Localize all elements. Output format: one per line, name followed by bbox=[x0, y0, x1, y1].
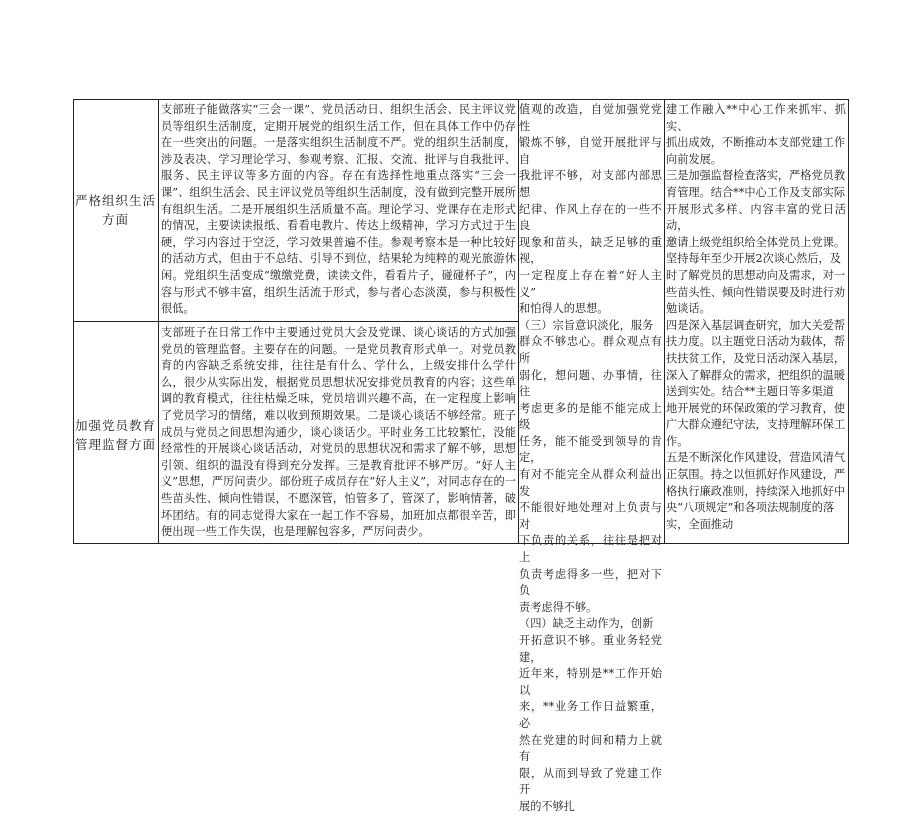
measure-line: 送到实处。结合**主题日等多渠道 bbox=[666, 385, 834, 399]
table-border-top bbox=[73, 99, 849, 100]
row1-description bbox=[161, 102, 516, 318]
measure-line: 些苗头性、倾向性错误要及时进行劝 bbox=[666, 285, 846, 299]
table-divider-3 bbox=[664, 99, 665, 544]
row-divider bbox=[73, 321, 519, 322]
row1-paragraph: 支部班子能做落实“三会一课”、党员活动日、组织生活会、民主评议党员等组织生活制度，定期开展党的组织生活工作，但在具体工作中仍存在一些突出的问题。一是落实组织生活制度不严。党的组织生活制度，涉及表决、学习理论学习、参观考察、汇报、交流、批评与自我批评、服务、民主评议等多方面的内容。存在有选择性地重点落实“三会一课”、组织生活会、民主评议党员等组织生活制度，没有做到完整开展所有组织生活。二是开展组织生活质量不高。理论学习、党课存在走形式的情况，主要读读报纸、看看电教片、传达上级精神，学习方式过于生硬，学习内容过于空泛，学习效果普遍不佳。参观考察本是一种比较好的活动方式，但由于不总结、引导不到位，结果轮为纯粹的观光旅游休闲。党组织生活变成“缴缴党费，读读文件，看看片子，碰碰杯子”，内容与形式不够丰富，组织生活流于形式，参与者心态淡漠，参与积极性很低。 bbox=[161, 103, 516, 316]
measures-column bbox=[666, 102, 846, 542]
row2-paragraph: 支部班子在日常工作中主要通过党员大会及党课、谈心谈话的方式加强党员的管理监督。主要存在的问题。一是党员教育形式单一。对党员教育的内容缺乏系统安排，往往是有什么、学什么，上级安排什么学什么，很少从实际出发，根据党员思想状况安排党员教育的内容；这些单调的教育模式，往往枯燥乏味，党员培训兴趣不高，在一定程度上影响了党员学习的情绪，难以收到预期效果。二是谈心谈话不够经常。班子成员与党员之间思想沟通少，谈心谈话少。平时业务工比较繁忙，没能经常性的开展谈心谈话活动，对党员的思想状况和需求了解不够，思想引领、组织的温没有得到充分发挥。三是教育批评不够严厉。“好人主义”思想，严厉问责少。部份班子成员存在“好人主义”，对同志存在的一些苗头性、倾向性错误，不愿深管，怕管多了，管深了，影响情著，破坏团结。有的同志觉得大家在一起工作不容易，加班加点都很辛苦，即便出现一些工作失误，也是理解包容多，严厉问责少。 bbox=[161, 326, 516, 539]
cause-line: 限，从而到导致了党建工作开 bbox=[519, 766, 662, 797]
measure-line: 勉谈话。 bbox=[666, 302, 711, 316]
issues-table bbox=[73, 99, 849, 813]
cause-line: 锻炼不够，自觉开展批评与自 bbox=[519, 136, 662, 166]
cause-line: 群众不够忠心。群众观点有所 bbox=[519, 335, 662, 365]
measure-line: 四是深入基层调查研究，加大关爱帮 bbox=[666, 318, 846, 332]
measure-line: 建工作融入**中心工作来抓牢、抓实、 bbox=[666, 103, 846, 133]
measure-line: 作。 bbox=[666, 434, 689, 448]
cause-line: 考虑更多的是能不能完成上级 bbox=[519, 401, 662, 432]
cause-line: 值观的改造，自觉加强党党性 bbox=[519, 103, 662, 133]
measure-line: 实，全面推动 bbox=[666, 517, 734, 531]
measure-line: 坚持每年至少开展2次谈心然后，及 bbox=[666, 252, 841, 266]
cause-line: 负责考虑得多一些，把对下负 bbox=[519, 567, 662, 598]
table-border-bottom bbox=[73, 543, 849, 544]
measure-line: 时了解党员的思想动向及需求，对一 bbox=[666, 268, 846, 282]
cause-line: 来，**业务工作日益繁重，必 bbox=[519, 700, 662, 730]
measure-line: 开展形式多样、内容丰富的党日活动， bbox=[666, 202, 846, 233]
cause-line: 不能很好地处理对上负责与对 bbox=[519, 501, 662, 531]
measure-line: 向前发展。 bbox=[666, 152, 722, 166]
cause-analysis-column bbox=[519, 102, 662, 813]
cause-line: 责考虑得不够。 bbox=[519, 600, 598, 614]
measure-line: 抓出成效，不断推动本支部党建工作 bbox=[666, 136, 846, 150]
cause-line: 近年来，特别是**工作开始以 bbox=[519, 667, 662, 697]
measure-line: 深入了解群众的需求，把组织的温暖 bbox=[666, 368, 846, 382]
measure-line: 广大群众遵纪守法，支持理解环保工 bbox=[666, 418, 846, 432]
cause-line: 一定程度上存在着“好人主义” bbox=[519, 268, 662, 299]
measure-line: 邀请上级党组织给全体党员上党课。 bbox=[666, 235, 846, 249]
measure-line: 五是不断深化作风建设，营造风清气 bbox=[666, 451, 846, 465]
cause-line: 弱化，想问题、办事情，往往 bbox=[519, 368, 662, 399]
cause-line: 然在党建的时间和精力上就有 bbox=[519, 733, 662, 764]
row2-label: 加强党员教育管理监督方面 bbox=[74, 418, 156, 452]
row2-description bbox=[161, 325, 516, 541]
cause-line: 我批评不够，对支部内部思想 bbox=[519, 169, 662, 199]
measure-line: 三是加强监督检查落实，严格党员教 bbox=[666, 169, 846, 183]
cause-line: 和怕得人的思想。 bbox=[519, 302, 609, 316]
row1-label: 严格组织生活方面 bbox=[74, 193, 156, 227]
cause-line: 纪律、作风上存在的一些不良 bbox=[519, 202, 662, 233]
measure-line: 育管理。结合**中心工作及支部实际 bbox=[666, 185, 846, 199]
measure-line: 地开展党的环保政策的学习教育，使 bbox=[666, 401, 846, 415]
cause-line: 展的不够扎 bbox=[519, 799, 575, 813]
cause-line: 任务，能不能受到领导的肯定， bbox=[519, 434, 662, 465]
cause-line: 现象和苗头，缺乏足够的重视， bbox=[519, 235, 662, 266]
cause-line: （三）宗旨意识淡化，服务 bbox=[519, 318, 654, 332]
cause-line: 下负责的关系，往往是把对上 bbox=[519, 534, 662, 565]
cause-line: 开拓意识不够。重业务轻党建， bbox=[519, 634, 662, 664]
table-border-right bbox=[848, 99, 849, 544]
measure-line: 扶扶贫工作，及党日活动深入基层， bbox=[666, 351, 846, 365]
measure-line: 扶力度。以主题党日活动为载体，帮 bbox=[666, 335, 846, 349]
measure-line: 格执行廉政准则，持续深入地抓好中 bbox=[666, 484, 846, 498]
cause-line: （四）缺乏主动作为，创新 bbox=[519, 617, 654, 631]
measure-line: 央“八项规定”和各项法规制度的落 bbox=[666, 501, 835, 515]
cause-line: 有对不能完全从群众利益出发 bbox=[519, 468, 662, 498]
measure-line: 正氛围。持之以恒抓好作风建设，严 bbox=[666, 468, 846, 482]
